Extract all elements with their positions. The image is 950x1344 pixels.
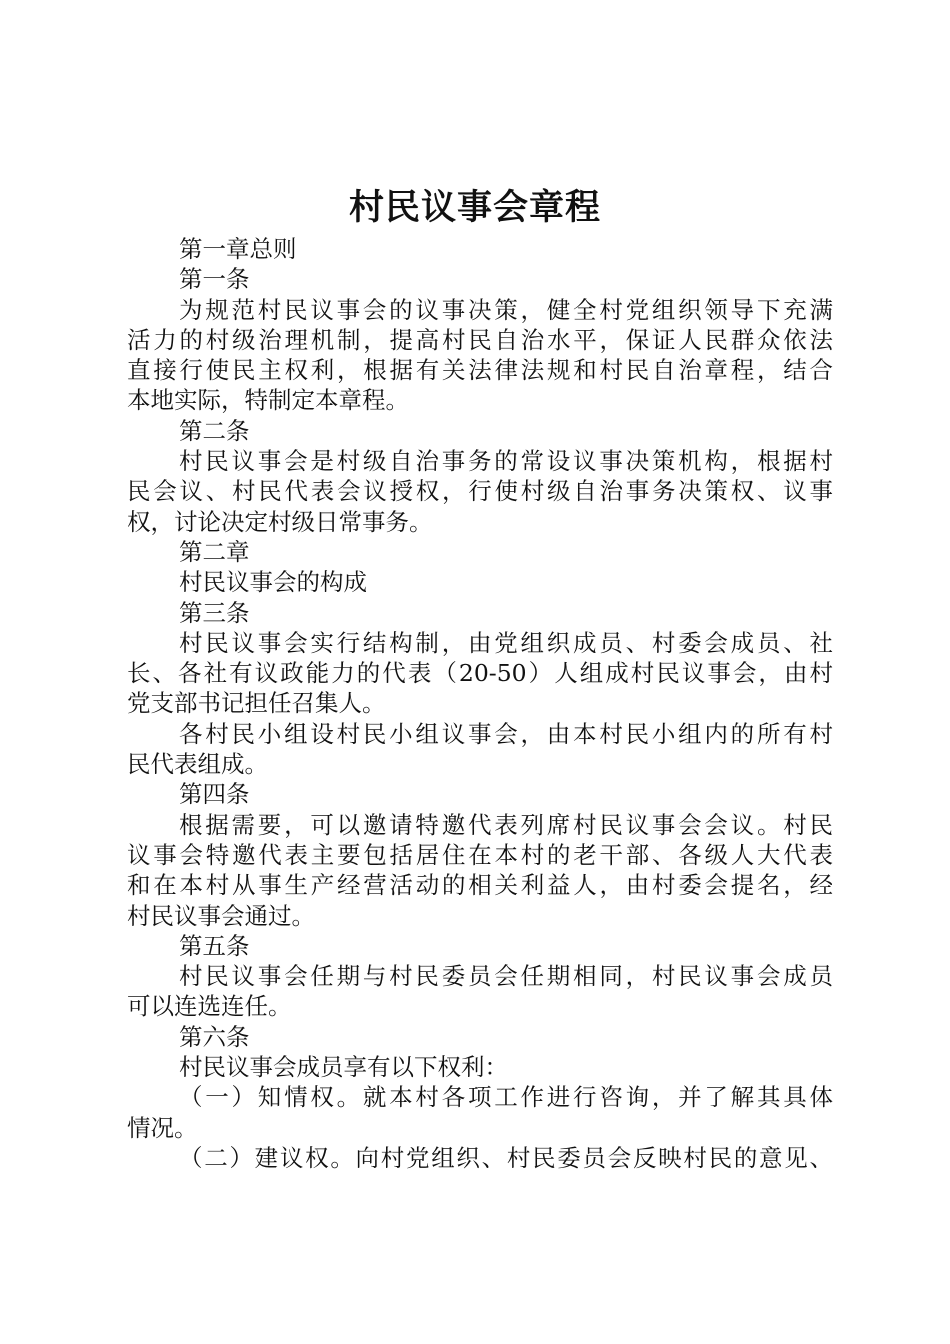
- text-line: 可以连选连任。: [127, 992, 292, 1021]
- text-line: 村民议事会任期与村民委员会任期相同，村民议事会成员: [179, 962, 833, 991]
- text-line: 第四条: [179, 780, 250, 809]
- text-line: 民代表组成。: [127, 750, 268, 779]
- text-line: 为规范村民议事会的议事决策，健全村党组织领导下充满: [179, 295, 833, 324]
- text-line: 村民议事会是村级自治事务的常设议事决策机构，根据村: [179, 447, 833, 476]
- text-line: 和在本村从事生产经营活动的相关利益人，由村委会提名，经: [127, 871, 833, 900]
- document-body: [127, 234, 833, 1173]
- text-line: （二）建议权。向村党组织、村民委员会反映村民的意见、: [179, 1143, 833, 1172]
- text-line: 各村民小组设村民小组议事会，由本村民小组内的所有村: [179, 719, 833, 748]
- text-line: 第六条: [179, 1022, 250, 1051]
- text-line: 民会议、村民代表会议授权，行使村级自治事务决策权、议事: [127, 477, 833, 506]
- text-line: 第五条: [179, 931, 250, 960]
- text-line: 本地实际，特制定本章程。: [127, 386, 409, 415]
- document-title: 村民议事会章程: [348, 188, 601, 228]
- text-line: 权，讨论决定村级日常事务。: [127, 507, 433, 536]
- text-line: 第一章总则: [179, 235, 297, 263]
- text-line: 村民议事会实行结构制，由党组织成员、村委会成员、社: [179, 628, 833, 657]
- text-line: 议事会特邀代表主要包括居住在本村的老干部、各级人大代表: [127, 840, 833, 869]
- text-line: 情况。: [127, 1113, 198, 1142]
- text-line: 村民议事会成员享有以下权利：: [179, 1053, 508, 1082]
- text-line: 根据需要，可以邀请特邀代表列席村民议事会会议。村民: [179, 810, 833, 839]
- text-line: 村民议事会通过。: [127, 901, 315, 930]
- text-line: 长、各社有议政能力的代表（20-50）人组成村民议事会，由村: [127, 659, 833, 688]
- text-line: 党支部书记担任召集人。: [127, 689, 386, 718]
- text-line: （一）知情权。就本村各项工作进行咨询，并了解其具体: [179, 1083, 833, 1112]
- text-line: 活力的村级治理机制，提高村民自治水平，保证人民群众依法: [127, 325, 833, 354]
- text-line: 第二条: [179, 416, 250, 445]
- text-line: 第三条: [179, 598, 250, 627]
- text-line: 第一条: [179, 265, 250, 294]
- text-line: 直接行使民主权利，根据有关法律法规和村民自治章程，结合: [127, 356, 833, 385]
- text-line: 第二章: [179, 537, 250, 566]
- text-line: 村民议事会的构成: [179, 568, 367, 597]
